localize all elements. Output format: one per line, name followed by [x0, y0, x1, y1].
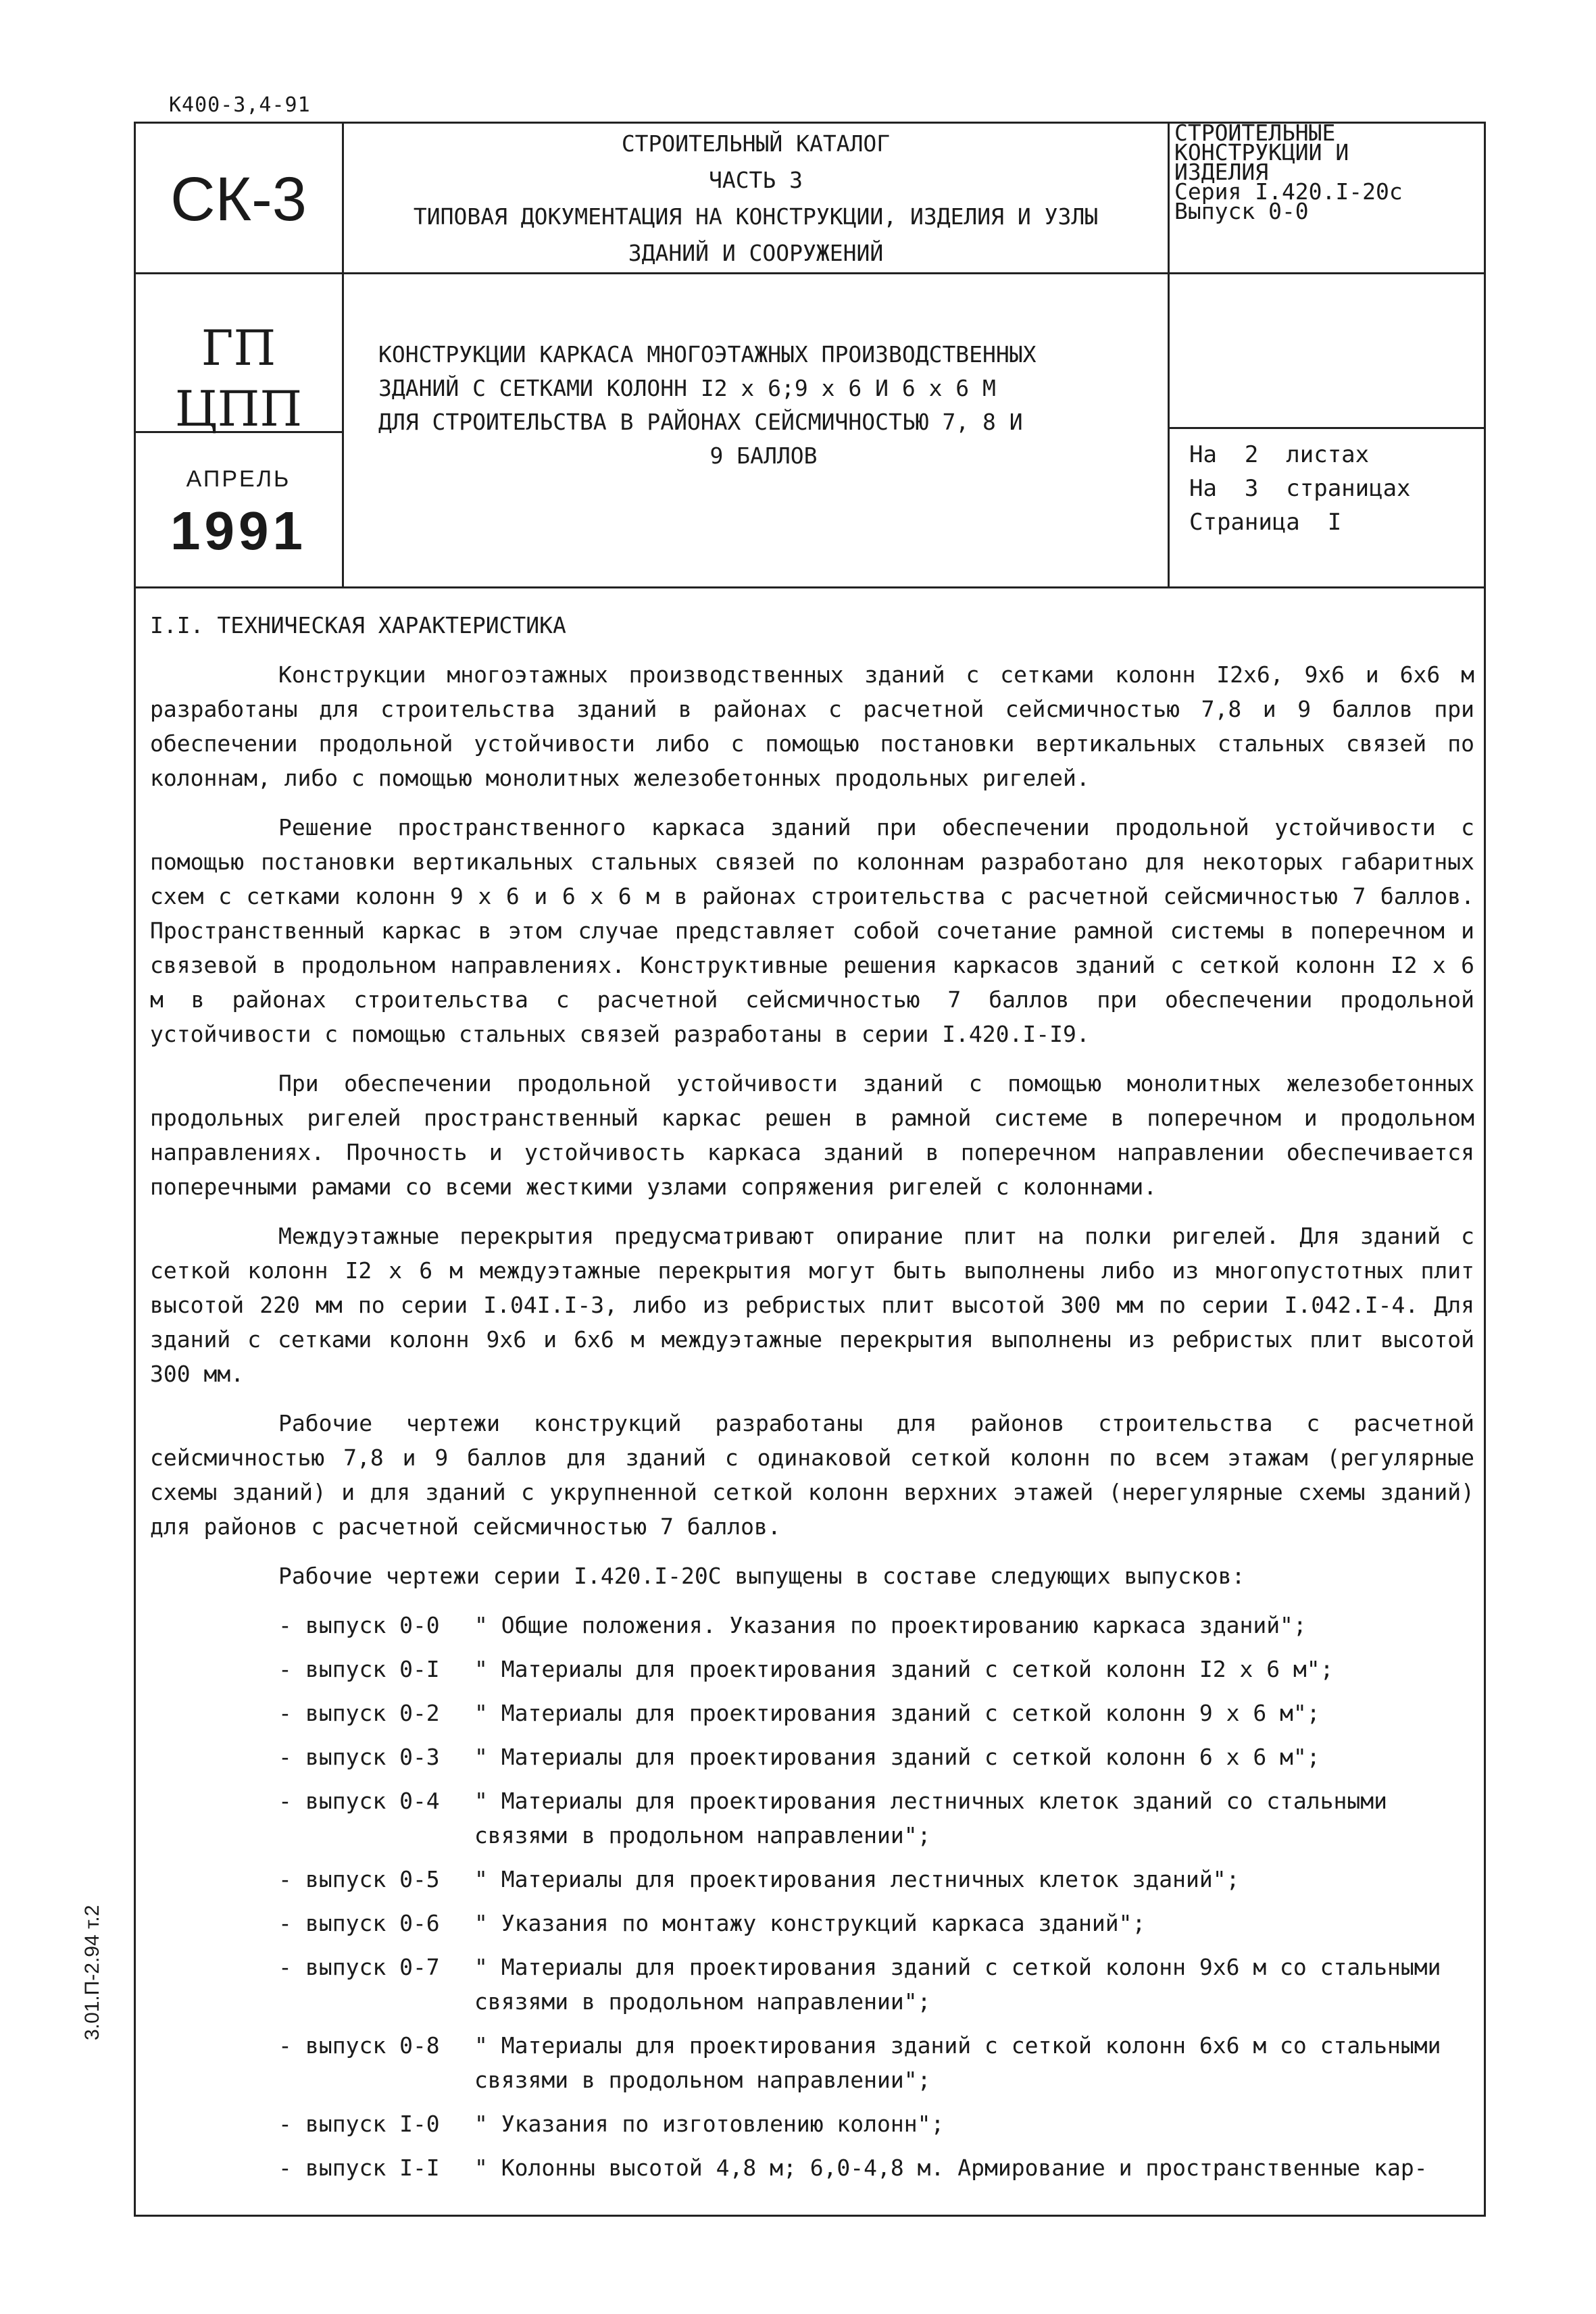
catalog-line: ЧАСТЬ 3: [708, 167, 803, 193]
divider-h4: [134, 586, 1485, 588]
list-item: [150, 1696, 1474, 1730]
series-info: [1174, 120, 1478, 224]
org-line: ЦПП: [174, 380, 303, 437]
document-body: [150, 608, 1474, 2194]
series-line: КОНСТРУКЦИИ И: [1174, 139, 1349, 166]
series-line: ИЗДЕЛИЯ: [1174, 159, 1269, 185]
paragraph: Конструкции многоэтажных производственных зданий с сетками колонн I2х6, 9х6 и 6х6 м разработаны для строительства зданий в районах с расчетной сейсмичностью 7,8 и 9 баллов при обеспечении продольной устойчивости либо с помощью постановки вертикальных стальных связей по колоннам, либо с помощью монолитных железобетонных продольных ригелей.: [150, 661, 1474, 791]
series-line: СТРОИТЕЛЬНЫЕ: [1174, 120, 1336, 146]
side-code: 3.01.П-2.94 т.2: [81, 1905, 103, 2040]
issue-text: " Указания по монтажу конструкций каркаса зданий";: [474, 1910, 1146, 1936]
list-item: [150, 1740, 1474, 1774]
list-item: [150, 2028, 1474, 2097]
issue-text: " Материалы для проектирования зданий с сеткой колонн 9х6 м со стальными связями в продольном направлении";: [474, 1954, 1441, 2015]
catalog-title: [345, 122, 1167, 272]
list-item: [150, 2107, 1474, 2141]
list-dash: -: [278, 2155, 292, 2181]
divider-v2: [1168, 122, 1170, 588]
issues-list: [150, 1608, 1474, 2185]
document-code: K400-3,4-91: [169, 93, 311, 117]
catalog-code: СК-3: [170, 164, 307, 234]
list-dash: -: [278, 1656, 292, 1682]
list-item: [150, 1784, 1474, 1853]
list-item: [150, 1652, 1474, 1686]
divider-v1: [342, 122, 344, 588]
list-item: [150, 1950, 1474, 2019]
issue-label: выпуск 0-0: [305, 1612, 440, 1638]
title-line: ДЛЯ СТРОИТЕЛЬСТВА В РАЙОНАХ СЕЙСМИЧНОСТЬЮ 7, 8 И: [378, 409, 1023, 435]
issue-month: АПРЕЛЬ: [186, 466, 291, 492]
list-dash: -: [278, 1612, 292, 1638]
title-line: 9 БАЛЛОВ: [709, 443, 818, 469]
list-item: [150, 1862, 1474, 1896]
divider-h1: [134, 272, 1485, 274]
title-line: КОНСТРУКЦИИ КАРКАСА МНОГОЭТАЖНЫХ ПРОИЗВОДСТВЕННЫХ: [378, 341, 1037, 368]
issue-label: выпуск 0-7: [305, 1954, 440, 1980]
divider-h3: [1168, 427, 1485, 429]
paragraph: Рабочие чертежи серии I.420.I-20С выпущены в составе следующих выпусков:: [278, 1563, 1245, 1589]
catalog-line: ЗДАНИЙ И СООРУЖЕНИЙ: [628, 240, 884, 266]
list-item: [150, 2150, 1474, 2185]
issue-label: выпуск 0-2: [305, 1700, 440, 1726]
catalog-line: ТИПОВАЯ ДОКУМЕНТАЦИЯ НА КОНСТРУКЦИИ, ИЗДЕЛИЯ И УЗЛЫ: [413, 203, 1099, 230]
list-dash: -: [278, 2111, 292, 2137]
paragraph: Решение пространственного каркаса зданий при обеспечении продольной устойчивости с помощью постановки вертикальных стальных связей по колоннам разработано для некоторых габаритных схем с сетками колонн 9 х 6 и 6 х 6 м в районах строительства с расчетной сейсмичностью 7 баллов. Пространственный каркас в этом случае представляет собой сочетание рамной системы в поперечном и связевой в продольном направлениях. Конструктивные решения каркасов зданий с сеткой колонн I2 х 6 м в районах строительства с расчетной сейсмичностью 7 баллов при обеспечении продольной устойчивости с помощью стальных связей разработаны в серии I.420.I-I9.: [150, 814, 1474, 1047]
list-item: [150, 1906, 1474, 1940]
issue-label: выпуск I-I: [305, 2155, 440, 2181]
list-dash: -: [278, 1954, 292, 1980]
issue-text: " Материалы для проектирования зданий с сеткой колонн 6 х 6 м";: [474, 1744, 1320, 1770]
org-line: ГП: [201, 320, 276, 376]
list-item: [150, 1608, 1474, 1642]
issue-text: " Материалы для проектирования лестничных клеток зданий со стальными связями в продольном направлении";: [474, 1788, 1388, 1848]
sheets-line: Страница I: [1189, 509, 1342, 536]
issue-text: " Указания по изготовлению колонн";: [474, 2111, 945, 2137]
sheets-line: На 3 страницах: [1189, 475, 1411, 502]
issue-label: выпуск 0-I: [305, 1656, 440, 1682]
list-dash: -: [278, 1910, 292, 1936]
organization: [135, 318, 342, 439]
sheets-line: На 2 листах: [1189, 441, 1370, 468]
list-dash: -: [278, 1866, 292, 1892]
list-dash: -: [278, 2032, 292, 2059]
issue-label: выпуск 0-6: [305, 1910, 440, 1936]
issue-text: " Материалы для проектирования зданий с сеткой колонн 6х6 м со стальными связями в продольном направлении";: [474, 2032, 1441, 2093]
series-line: Серия I.420.I-20с: [1174, 178, 1403, 205]
paragraph: Рабочие чертежи конструкций разработаны для районов строительства с расчетной сейсмичностью 7,8 и 9 баллов для зданий с одинаковой сеткой колонн по всем этажам (регулярные схемы зданий) и для зданий с укрупненной сеткой колонн верхних этажей (нерегулярные схемы зданий) для районов с расчетной сейсмичностью 7 баллов.: [150, 1410, 1474, 1540]
issue-text: " Материалы для проектирования зданий с сеткой колонн 9 х 6 м";: [474, 1700, 1320, 1726]
list-dash: -: [278, 1744, 292, 1770]
issue-label: выпуск 0-8: [305, 2032, 440, 2059]
series-line: Выпуск 0-0: [1174, 198, 1309, 224]
paragraph: Междуэтажные перекрытия предусматривают опирание плит на полки ригелей. Для зданий с сеткой колонн I2 х 6 м междуэтажные перекрытия могут быть выполнены либо из многопустотных плит высотой 220 мм по серии I.04I.I-3, либо из ребристых плит высотой 300 мм по серии I.042.I-4. Для зданий с сетками колонн 9х6 и 6х6 м междуэтажные перекрытия выполнены из ребристых плит высотой 300 мм.: [150, 1223, 1474, 1387]
issue-label: выпуск 0-4: [305, 1788, 440, 1814]
section-title: I.I. ТЕХНИЧЕСКАЯ ХАРАКТЕРИСТИКА: [150, 612, 566, 638]
list-dash: -: [278, 1700, 292, 1726]
sheet-count: [1189, 438, 1411, 539]
paragraph: При обеспечении продольной устойчивости зданий с помощью монолитных железобетонных продольных ригелей пространственный каркас решен в рамной системе в поперечном и продольном направлениях. Прочность и устойчивость каркаса зданий в поперечном направлении обеспечивается поперечными рамами со всеми жесткими узлами сопряжения ригелей с колоннами.: [150, 1070, 1474, 1200]
issue-label: выпуск I-0: [305, 2111, 440, 2137]
issue-label: выпуск 0-5: [305, 1866, 440, 1892]
issue-year: 1991: [170, 501, 307, 561]
frame-right-line: [1484, 122, 1486, 2216]
document-title: [378, 338, 1149, 473]
issue-text: " Общие положения. Указания по проектированию каркаса зданий";: [474, 1612, 1307, 1638]
title-line: ЗДАНИЙ С СЕТКАМИ КОЛОНН I2 x 6;9 x 6 И 6 x 6 М: [378, 375, 996, 401]
issue-label: выпуск 0-3: [305, 1744, 440, 1770]
frame-bottom-line: [134, 2215, 1486, 2217]
catalog-line: СТРОИТЕЛЬНЫЙ КАТАЛОГ: [621, 130, 891, 157]
issue-text: " Материалы для проектирования зданий с сеткой колонн I2 х 6 м";: [474, 1656, 1334, 1682]
issue-text: " Материалы для проектирования лестничных клеток зданий";: [474, 1866, 1240, 1892]
list-dash: -: [278, 1788, 292, 1814]
issue-text: " Колонны высотой 4,8 м; 6,0-4,8 м. Армирование и пространственные кар-: [474, 2155, 1428, 2181]
